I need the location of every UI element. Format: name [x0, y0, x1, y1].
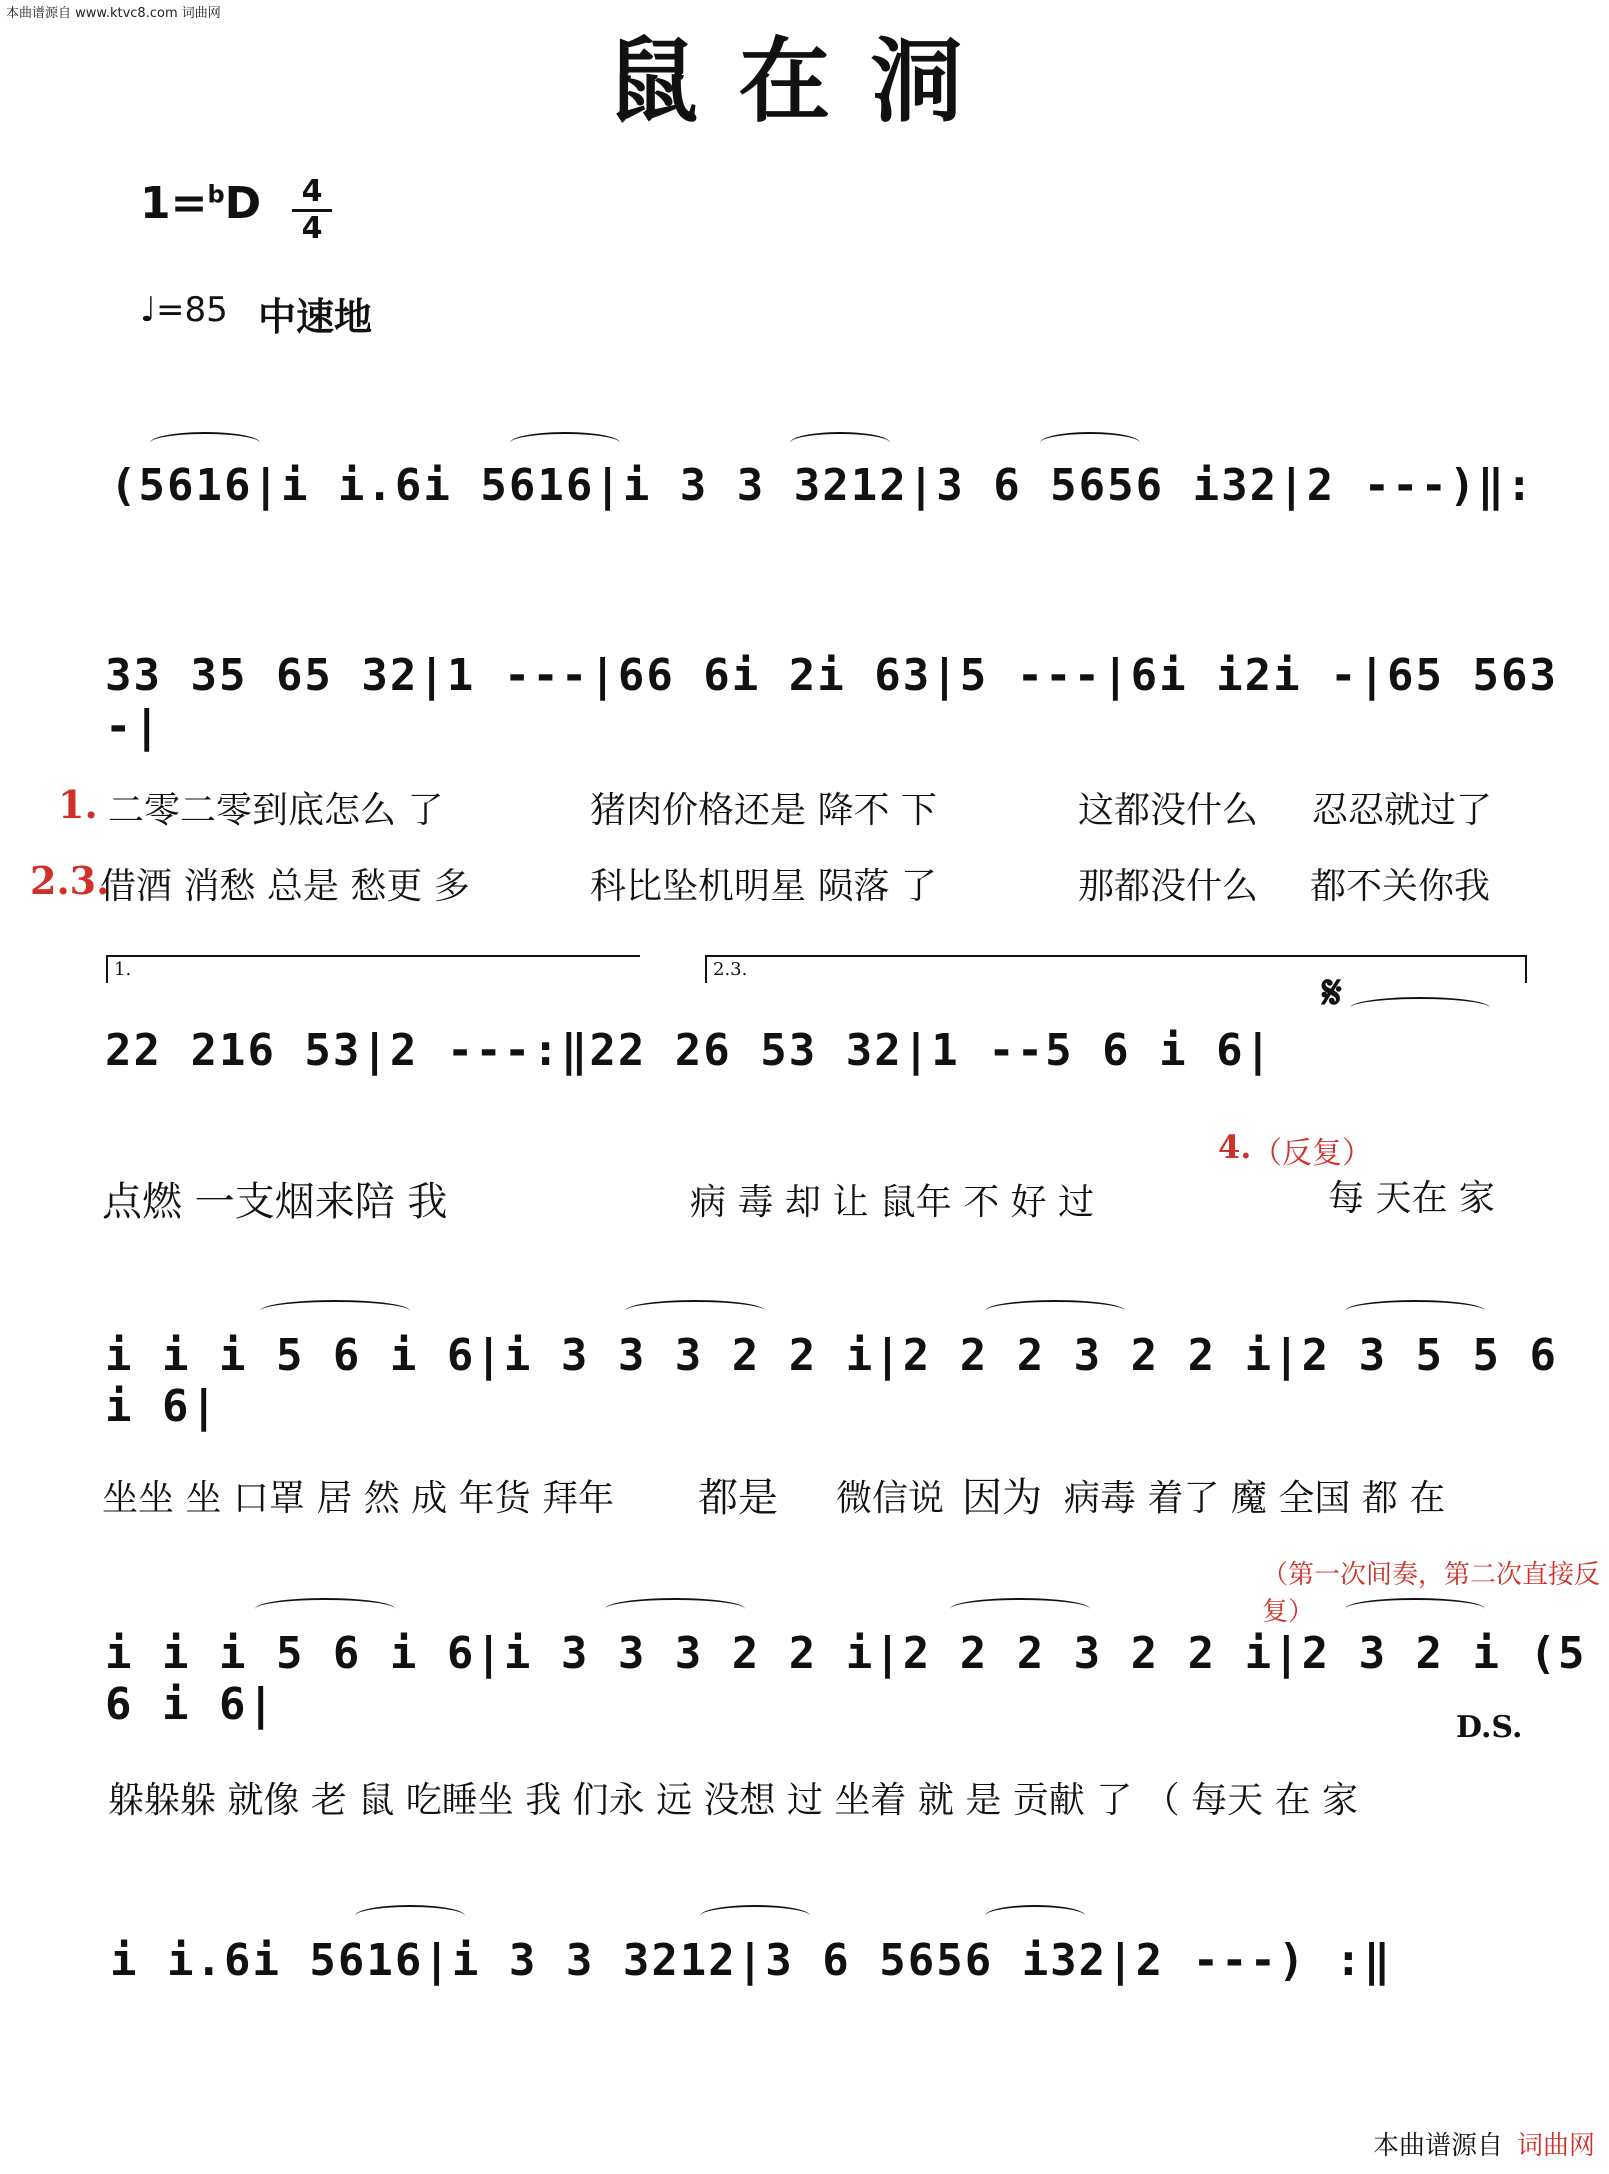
verse-1-lyric-c: 这都没什么 [1078, 790, 1259, 831]
key-prefix: 1= [140, 178, 208, 229]
time-signature [292, 176, 332, 245]
verse-23-lyric-d: 都不关你我 [1310, 866, 1491, 907]
verse-1-lyric-a: 二零二零到底怎么 了 [108, 790, 444, 831]
verse-1-lyric-b: 猪肉价格还是 降不 下 [590, 790, 937, 831]
line-4-lyric-c: 微信说 [836, 1478, 945, 1519]
line-4-lyric-a: 坐坐 坐 口罩 居 然 成 年货 拜年 [102, 1478, 615, 1519]
source-footer-site[interactable]: 词曲网 [1516, 2131, 1595, 2161]
tempo-mark: ♩=85 [140, 290, 228, 330]
verse-23-label: 2.3. [30, 858, 110, 903]
key-note: D [224, 178, 262, 229]
ds-marking: D.S. [1456, 1710, 1523, 1745]
source-footer [1373, 2125, 1595, 2162]
volta-1-label: 1. [114, 959, 132, 980]
music-line-4 [0, 1330, 1609, 1450]
source-footer-text: 本曲谱源自 [1372, 2131, 1503, 2161]
song-title: 鼠在洞 [606, 27, 1003, 135]
verse-23-lyric-a: 借酒 消愁 总是 愁更 多 [100, 866, 470, 907]
verse-23-lyric-b: 科比坠机明星 陨落 了 [590, 866, 937, 907]
verse-1-lyric-d: 忍忍就过了 [1312, 790, 1493, 831]
source-header: 本曲谱源自 www.ktvc8.com 词曲网 [6, 6, 221, 21]
music-line-5 [0, 1628, 1609, 1748]
notation-line-1: (5616|i i.6i 5616|i 3 3 3212|3 6 5656 i32|2 ---)‖: [110, 460, 1535, 511]
line-4-lyric-e: 病毒 着了 魔 全国 都 在 [1064, 1478, 1446, 1519]
notation-line-2: 33 35 65 32|1 ---|66 6i 2i 63|5 ---|6i i2i -|65 563 -| [105, 650, 1559, 752]
time-top: 4 [301, 174, 323, 209]
notation-line-4: i i i 5 6 i 6|i 3 3 3 2 2 i|2 2 2 3 2 2 i|2 3 5 5 6 i 6| [105, 1330, 1559, 1432]
time-bottom: 4 [301, 211, 323, 246]
notation-line-6: i i.6i 5616|i 3 3 3212|3 6 5656 i32|2 ---) :‖ [110, 1935, 1393, 1986]
volta-23-label: 2.3. [713, 959, 748, 980]
line-3-lyric-a: 点燃 一支烟来陪 我 [102, 1179, 448, 1225]
line-5-lyric: 躲躲躲 就像 老 鼠 吃睡坐 我 们永 远 没想 过 坐着 就 是 贡献 了 （ 每天 在 家 [108, 1780, 1358, 1821]
volta-23 [705, 955, 1527, 983]
verse-23-lyric-c: 那都没什么 [1078, 866, 1259, 907]
line-4-lyric-d: 因为 [962, 1475, 1042, 1521]
interlude-note: （第一次间奏，第二次直接反复） [1262, 1560, 1601, 1627]
music-line-2 [0, 650, 1609, 770]
flat-sign: b [207, 180, 225, 209]
line-3-lyric-b: 病 毒 却 让 鼠年 不 好 过 [690, 1182, 1095, 1223]
volta-1 [106, 955, 640, 983]
music-line-6 [0, 1935, 1609, 2055]
key-signature [140, 178, 261, 229]
segno-sign: 𝄋 [1322, 965, 1342, 1019]
verse-4-label: 4. [1218, 1128, 1252, 1166]
tempo-label: 中速地 [258, 295, 373, 339]
repeat-note-4: （反复） [1252, 1136, 1372, 1171]
line-4-lyric-b: 都是 [698, 1475, 778, 1521]
verse-1-label: 1. [58, 782, 98, 827]
notation-line-5: i i i 5 6 i 6|i 3 3 3 2 2 i|2 2 2 3 2 2 i|2 3 2 i (5 6 i 6| [105, 1628, 1587, 1730]
notation-line-3: 22 216 53|2 ---:‖22 26 53 32|1 --5 6 i 6| [105, 1025, 1274, 1076]
music-line-1 [0, 460, 1609, 580]
line-3-lyric-c: 每 天在 家 [1328, 1178, 1495, 1219]
